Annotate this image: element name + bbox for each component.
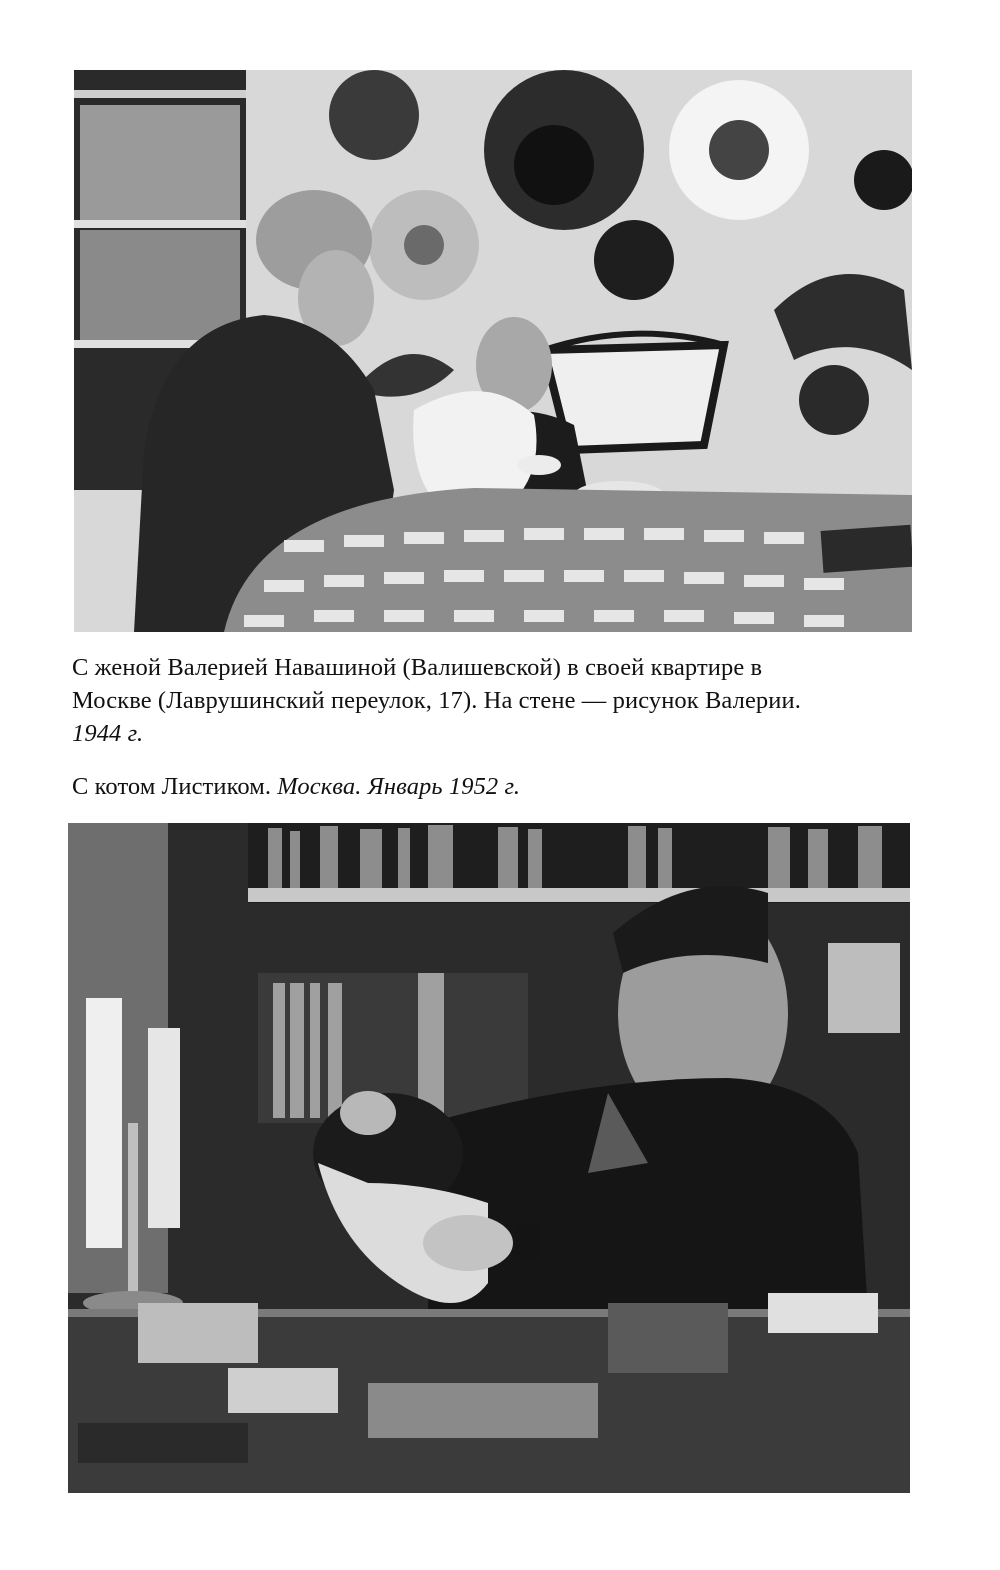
photo-caption-top (72, 651, 932, 750)
photo-man-with-cat (68, 823, 910, 1493)
caption-bottom-place-date: Москва. Январь 1952 г. (277, 773, 521, 800)
caption-top-line-2: Москве (Лаврушинский переулок, 17). На стене — рисунок Валерии. (72, 687, 801, 714)
photo-caption-bottom (72, 770, 932, 803)
photo-couple-at-table (74, 70, 912, 632)
photo-man-with-cat-image (68, 823, 910, 1493)
caption-top-date: 1944 г. (72, 720, 144, 747)
photo-couple-at-table-image (74, 70, 912, 632)
caption-bottom-text: С котом Листиком. (72, 773, 278, 800)
caption-top-line-1: С женой Валерией Навашиной (Валишевской) в своей квартире в (72, 654, 763, 681)
